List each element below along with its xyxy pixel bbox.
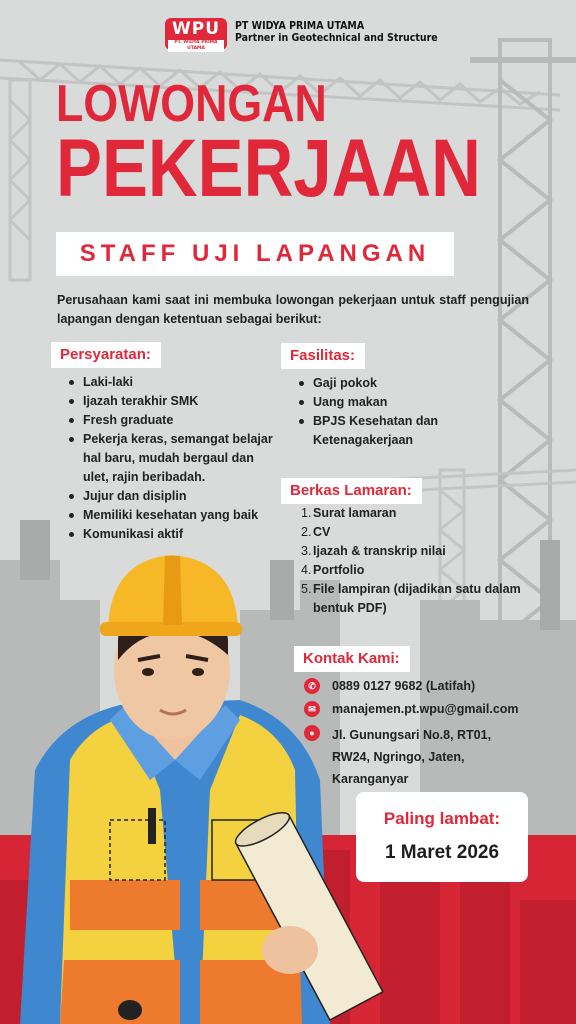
list-item: Jujur dan disiplin [67, 487, 277, 506]
company-name: PT WIDYA PRIMA UTAMA [235, 20, 365, 32]
list-item: Memiliki kesehatan yang baik [67, 506, 277, 525]
requirements-list [67, 373, 277, 544]
list-item: 5. File lampiran (dijadikan satu dalam bentuk PDF) [301, 582, 521, 615]
mail-icon: ✉ [304, 701, 320, 717]
list-item: Fresh graduate [67, 411, 277, 430]
contact-phone[interactable]: 0889 0127 9682 (Latifah) [332, 679, 476, 693]
logo-subtext: PT. WIDYA PRIMA UTAMA [168, 40, 224, 52]
facilities-heading: Fasilitas: [281, 343, 365, 369]
company-logo [165, 18, 227, 50]
requirements-heading: Persyaratan: [51, 342, 161, 368]
location-pin-icon: ● [304, 725, 320, 741]
company-tagline: Partner in Geotechnical and Structure [235, 32, 438, 44]
contact-email[interactable]: manajemen.pt.wpu@gmail.com [332, 702, 519, 716]
list-item: 2. CV [301, 525, 331, 539]
deadline-card [356, 792, 528, 882]
list-item: Komunikasi aktif [67, 525, 277, 544]
list-item: Uang makan [297, 393, 477, 412]
contact-address: Jl. Gunungsari No.8, RT01, RW24, Ngringo, Jaten, Karanganyar [332, 728, 492, 786]
title-line-1: LOWONGAN [56, 75, 327, 133]
list-item: 4. Portfolio [301, 563, 365, 577]
list-item: 3. Ijazah & transkrip nilai [301, 544, 446, 558]
list-item: Ijazah terakhir SMK [67, 392, 277, 411]
contact-address-row [304, 724, 526, 790]
logo-mark: WPU [171, 19, 220, 39]
list-item: Gaji pokok [297, 374, 477, 393]
documents-list [301, 504, 526, 618]
list-item: Laki-laki [67, 373, 277, 392]
intro-paragraph: Perusahaan kami saat ini membuka lowongan pekerjaan untuk staff pengujian lapangan dengan ketentuan sebagai berikut: [57, 293, 529, 326]
contact-heading: Kontak Kami: [294, 646, 410, 672]
position-banner [56, 232, 454, 276]
deadline-date: 1 Maret 2026 [384, 842, 500, 863]
company-info [235, 20, 438, 44]
phone-icon: ✆ [304, 678, 320, 694]
list-item: Pekerja keras, semangat belajar hal baru, mudah bergaul dan ulet, rajin beribadah. [67, 430, 277, 487]
title-line-2: PEKERJAAN [56, 123, 481, 214]
facilities-list [297, 374, 477, 450]
documents-heading: Berkas Lamaran: [281, 478, 422, 504]
deadline-label: Paling lambat: [383, 809, 501, 828]
position-title: STAFF UJI LAPANGAN [79, 240, 431, 267]
list-item: BPJS Kesehatan dan Ketenagakerjaan [297, 412, 477, 450]
list-item: 1. Surat lamaran [301, 506, 397, 520]
